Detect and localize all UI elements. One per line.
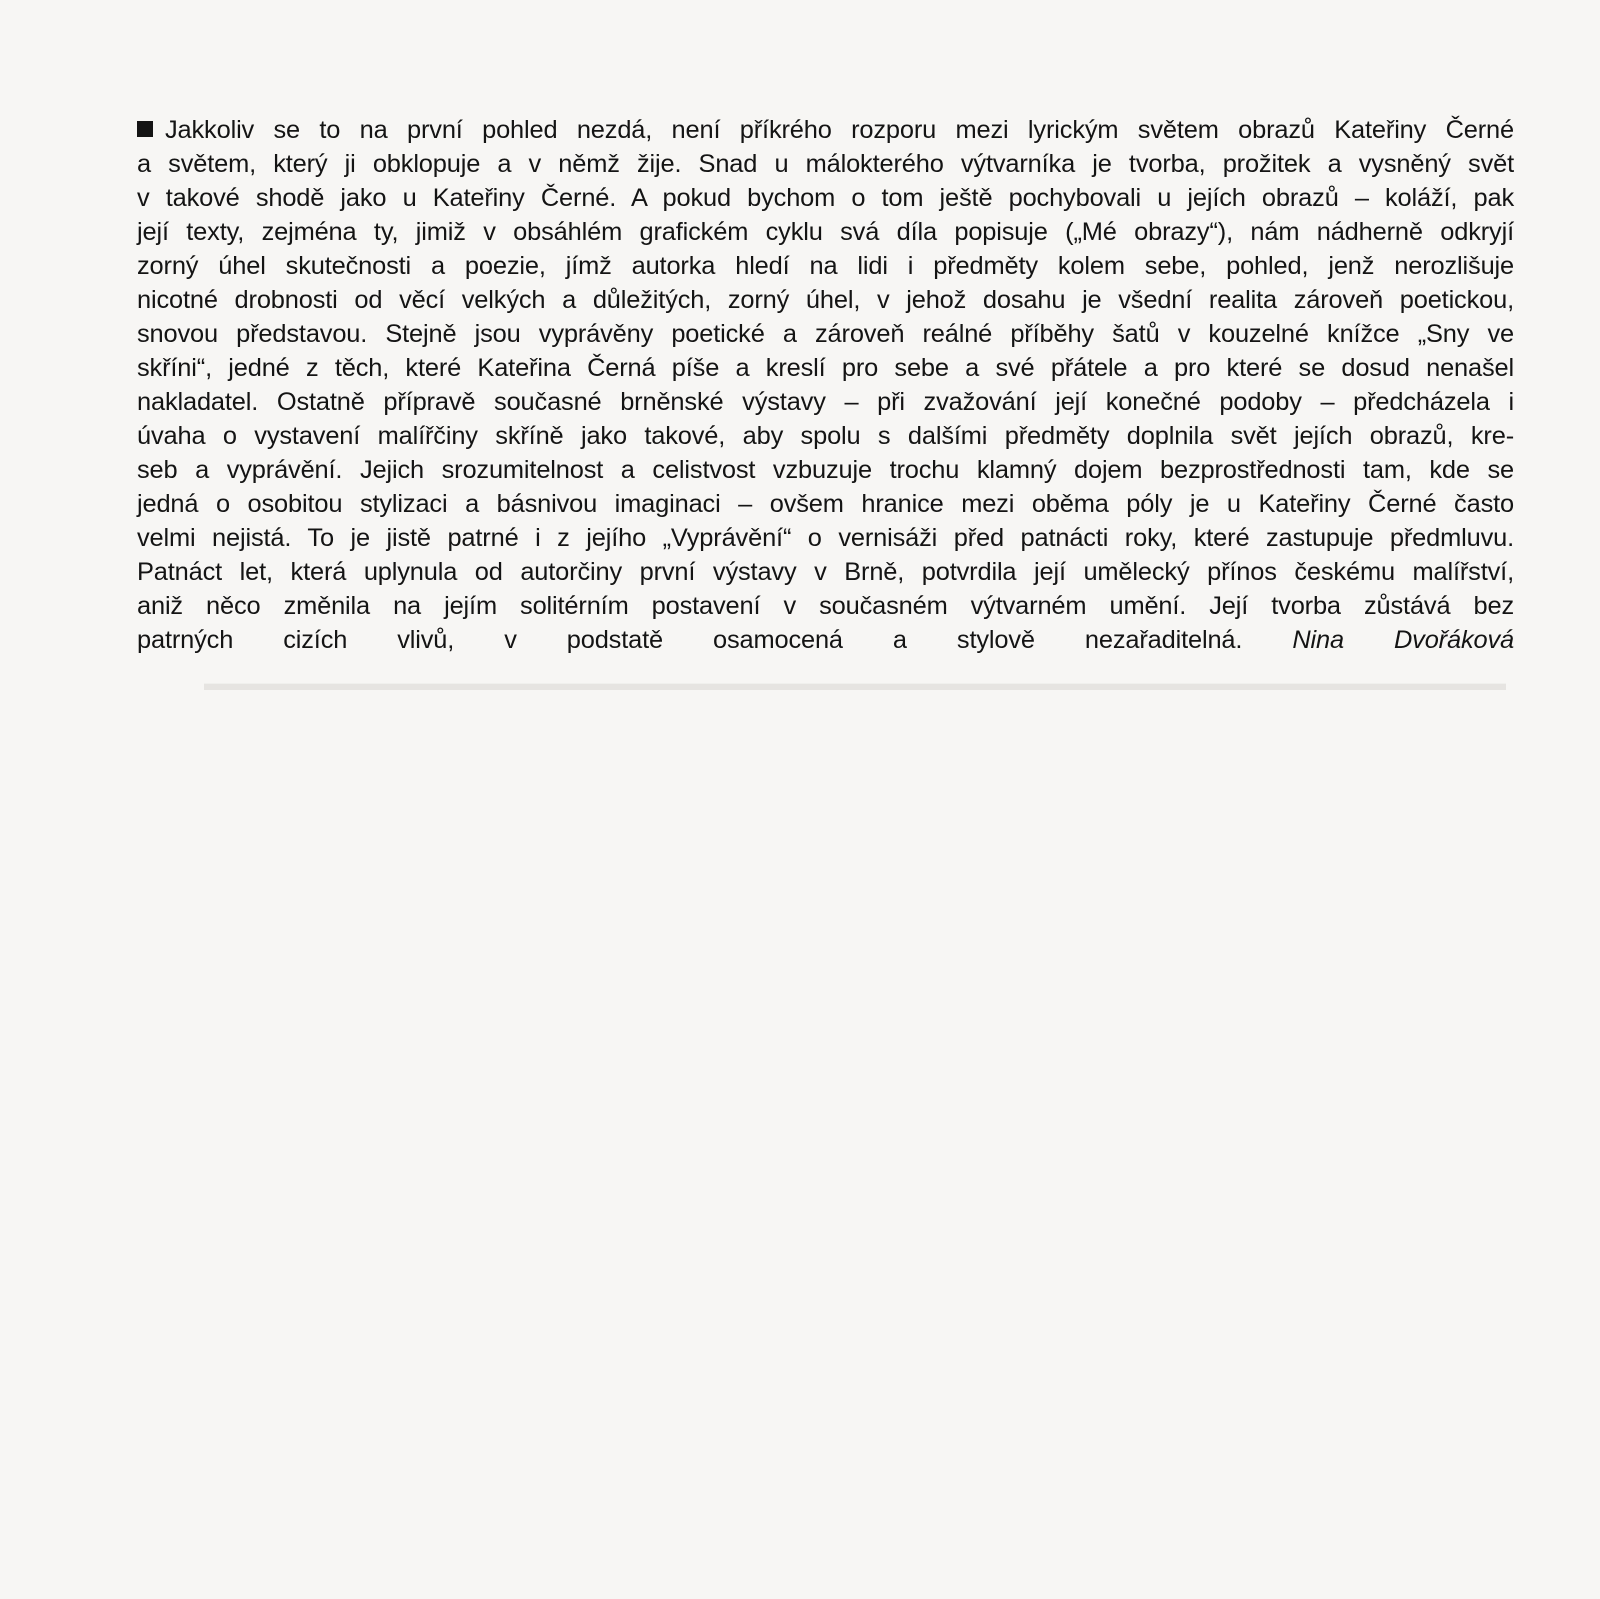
show-through-text: ▬▬▬▬▬▬▬▬▬▬▬▬▬▬▬▬▬▬▬▬▬▬▬▬▬▬▬▬▬▬▬▬▬▬▬▬▬▬▬▬▬▬▬▬▬▬▬▬▬▬▬▬▬▬▬▬▬▬▬▬▬▬ <box>204 672 1506 695</box>
article <box>137 113 1514 657</box>
article-line: skříni“, jedné z těch, které Kateřina Černá píše a kreslí pro sebe a své přátele a pro které se dosud nenašel <box>137 354 1514 382</box>
article-line: Patnáct let, která uplynula od autorčiny první výstavy v Brně, potvrdila její umělecký přínos českému malířství, <box>137 558 1514 586</box>
article-line: aniž něco změnila na jejím solitérním postavení v současném výtvarném umění. Její tvorba zůstává bez <box>137 592 1514 620</box>
author-signature: Nina Dvořáková <box>1292 626 1514 654</box>
article-line: jedná o osobitou stylizaci a básnivou imaginaci – ovšem hranice mezi oběma póly je u Kateřiny Černé často <box>137 490 1514 518</box>
square-bullet-icon <box>137 121 153 137</box>
article-line: nicotné drobnosti od věcí velkých a důležitých, zorný úhel, v jehož dosahu je všední realita zároveň poetickou, <box>137 286 1514 314</box>
article-line: úvaha o vystavení malířčiny skříně jako takové, aby spolu s dalšími předměty doplnila svět jejích obrazů, kre- <box>137 422 1514 450</box>
article-line: zorný úhel skutečnosti a poezie, jímž autorka hledí na lidi i předměty kolem sebe, pohled, jenž nerozlišuje <box>137 252 1514 280</box>
article-line: Jakkoliv se to na první pohled nezdá, není příkrého rozporu mezi lyrickým světem obrazů Kateřiny Černé <box>165 116 1514 144</box>
article-line: a světem, který ji obklopuje a v němž žije. Snad u málokterého výtvarníka je tvorba, prožitek a vysněný svět <box>137 150 1514 178</box>
article-line: snovou představou. Stejně jsou vyprávěny poetické a zároveň reálné příběhy šatů v kouzelné knížce „Sny ve <box>137 320 1514 348</box>
article-line: v takové shodě jako u Kateřiny Černé. A pokud bychom o tom ještě pochybovali u jejích obrazů – koláží, pak <box>137 184 1514 212</box>
article-line: patrných cizích vlivů, v podstatě osamocená a stylově nezařaditelná. <box>137 626 1243 654</box>
article-paragraph <box>137 113 1514 657</box>
article-line: nakladatel. Ostatně přípravě současné brněnské výstavy – při zvažování její konečné podoby – předcházela i <box>137 388 1514 416</box>
article-line: její texty, zejména ty, jimiž v obsáhlém grafickém cyklu svá díla popisuje („Mé obrazy“), nám nádherně odkryjí <box>137 218 1514 246</box>
article-line: velmi nejistá. To je jistě patrné i z jejího „Vyprávění“ o vernisáži před patnácti roky, které zastupuje předmluvu. <box>137 524 1514 552</box>
article-line: seb a vyprávění. Jejich srozumitelnost a celistvost vzbuzuje trochu klamný dojem bezprostřednosti tam, kde se <box>137 456 1514 484</box>
